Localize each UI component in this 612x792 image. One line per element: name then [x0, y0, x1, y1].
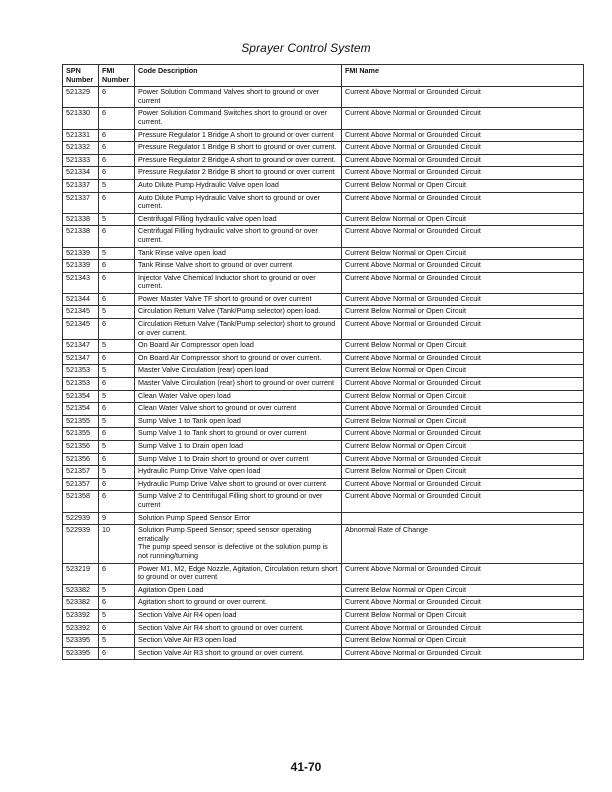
code-description-cell: Tank Rinse valve open load [135, 247, 342, 260]
fmi-name-cell: Current Above Normal or Grounded Circuit [342, 428, 584, 441]
fmi-number-cell: 6 [99, 154, 135, 167]
code-description-cell: Section Valve Air R3 open load [135, 635, 342, 648]
fmi-number-cell: 6 [99, 142, 135, 155]
spn-number-cell: 523395 [63, 635, 99, 648]
fmi-number-cell: 6 [99, 378, 135, 391]
spn-number-cell: 521356 [63, 453, 99, 466]
fmi-name-cell: Current Below Normal or Open Circuit [342, 635, 584, 648]
table-row [63, 226, 584, 247]
fmi-name-cell: Current Below Normal or Open Circuit [342, 306, 584, 319]
table-row [63, 247, 584, 260]
fmi-number-cell: 6 [99, 226, 135, 247]
spn-number-cell: 521347 [63, 340, 99, 353]
fmi-name-cell: Current Below Normal or Open Circuit [342, 441, 584, 454]
table-row [63, 597, 584, 610]
fmi-number-cell: 5 [99, 247, 135, 260]
fmi-number-cell: 6 [99, 293, 135, 306]
code-description-cell: Power Solution Command Switches short to ground or over current. [135, 108, 342, 129]
spn-number-cell: 521338 [63, 226, 99, 247]
table-row [63, 108, 584, 129]
code-description-cell: Power M1, M2, Edge Nozzle, Agitation, Circulation return short to ground or over current [135, 563, 342, 584]
column-header-code-description: Code Description [135, 65, 342, 87]
spn-number-cell: 521357 [63, 478, 99, 491]
fmi-name-cell: Abnormal Rate of Change [342, 525, 584, 563]
fmi-name-cell: Current Above Normal or Grounded Circuit [342, 260, 584, 273]
fmi-number-cell: 6 [99, 597, 135, 610]
spn-number-cell: 521343 [63, 272, 99, 293]
table-row [63, 272, 584, 293]
code-description-cell: Power Solution Command Valves short to ground or over current [135, 87, 342, 108]
fmi-number-cell: 6 [99, 428, 135, 441]
spn-number-cell: 521329 [63, 87, 99, 108]
page-number: 41-70 [290, 760, 322, 774]
column-header-spn: SPN Number [63, 65, 99, 87]
fmi-number-cell: 6 [99, 167, 135, 180]
fmi-name-cell: Current Above Normal or Grounded Circuit [342, 403, 584, 416]
fmi-number-cell: 6 [99, 319, 135, 340]
spn-number-cell: 521334 [63, 167, 99, 180]
fmi-number-cell: 6 [99, 622, 135, 635]
spn-number-cell: 521353 [63, 378, 99, 391]
fmi-name-cell: Current Above Normal or Grounded Circuit [342, 167, 584, 180]
spn-number-cell: 521355 [63, 415, 99, 428]
code-description-cell: Section Valve Air R4 open load [135, 609, 342, 622]
code-description-cell: Auto Dilute Pump Hydraulic Valve open load [135, 179, 342, 192]
code-description-cell: Section Valve Air R3 short to ground or over current. [135, 647, 342, 660]
fmi-number-cell: 5 [99, 635, 135, 648]
table-row [63, 340, 584, 353]
table-row [63, 319, 584, 340]
fmi-name-cell: Current Below Normal or Open Circuit [342, 415, 584, 428]
code-description-cell: Sump Valve 1 to Drain open load [135, 441, 342, 454]
fmi-name-cell: Current Above Normal or Grounded Circuit [342, 129, 584, 142]
spn-number-cell: 522939 [63, 525, 99, 563]
code-description-cell: Sump Valve 1 to Tank short to ground or over current [135, 428, 342, 441]
table-row [63, 563, 584, 584]
table-row [63, 306, 584, 319]
fmi-name-cell: Current Above Normal or Grounded Circuit [342, 293, 584, 306]
fmi-name-cell: Current Above Normal or Grounded Circuit [342, 319, 584, 340]
fmi-name-cell: Current Above Normal or Grounded Circuit [342, 453, 584, 466]
fmi-number-cell: 10 [99, 525, 135, 563]
table-row [63, 635, 584, 648]
table-row [63, 647, 584, 660]
spn-number-cell: 521354 [63, 390, 99, 403]
code-description-cell: Centrifugal Filling hydraulic valve short to ground or over current. [135, 226, 342, 247]
table-row [63, 466, 584, 479]
spn-number-cell: 521356 [63, 441, 99, 454]
fmi-number-cell: 5 [99, 390, 135, 403]
spn-number-cell: 521358 [63, 491, 99, 512]
table-row [63, 293, 584, 306]
code-description-cell: Sump Valve 2 to Centrifugal Filling short to ground or over current [135, 491, 342, 512]
fmi-number-cell: 6 [99, 491, 135, 512]
table-row [63, 453, 584, 466]
fmi-number-cell: 5 [99, 306, 135, 319]
table-row [63, 584, 584, 597]
fmi-number-cell: 5 [99, 213, 135, 226]
table-row [63, 512, 584, 525]
code-description-cell: Centrifugal Filling hydraulic valve open load [135, 213, 342, 226]
table-row [63, 622, 584, 635]
table-header-row [63, 65, 584, 87]
spn-number-cell: 523395 [63, 647, 99, 660]
fmi-number-cell: 5 [99, 441, 135, 454]
spn-number-cell: 523219 [63, 563, 99, 584]
code-description-cell: Circulation Return Valve (Tank/Pump selector) open load. [135, 306, 342, 319]
fmi-name-cell: Current Below Normal or Open Circuit [342, 609, 584, 622]
column-header-fmi-name: FMI Name [342, 65, 584, 87]
spn-number-cell: 521347 [63, 352, 99, 365]
table-row [63, 609, 584, 622]
fmi-name-cell: Current Above Normal or Grounded Circuit [342, 622, 584, 635]
code-description-cell: Auto Dilute Pump Hydraulic Valve short to ground or over current. [135, 192, 342, 213]
fmi-number-cell: 5 [99, 179, 135, 192]
spn-number-cell: 523382 [63, 584, 99, 597]
fmi-name-cell: Current Above Normal or Grounded Circuit [342, 378, 584, 391]
page-header: Sprayer Control System [241, 41, 371, 55]
table-row [63, 525, 584, 563]
fmi-number-cell: 6 [99, 272, 135, 293]
fmi-number-cell: 5 [99, 609, 135, 622]
fmi-number-cell: 6 [99, 108, 135, 129]
spn-number-cell: 521337 [63, 192, 99, 213]
fmi-number-cell: 6 [99, 129, 135, 142]
code-description-cell: Tank Rinse Valve short to ground or over current [135, 260, 342, 273]
table-row [63, 142, 584, 155]
fmi-number-cell: 6 [99, 647, 135, 660]
spn-number-cell: 522939 [63, 512, 99, 525]
spn-number-cell: 521338 [63, 213, 99, 226]
table-row [63, 403, 584, 416]
fmi-name-cell: Current Above Normal or Grounded Circuit [342, 154, 584, 167]
table-row [63, 87, 584, 108]
fmi-number-cell: 6 [99, 87, 135, 108]
spn-number-cell: 521330 [63, 108, 99, 129]
code-description-cell: On Board Air Compressor short to ground or over current. [135, 352, 342, 365]
table-row [63, 378, 584, 391]
code-description-cell: Agitation short to ground or over current. [135, 597, 342, 610]
fmi-number-cell: 6 [99, 260, 135, 273]
code-description-cell: Agitation Open Load [135, 584, 342, 597]
code-description-cell: Sump Valve 1 to Drain short to ground or over current [135, 453, 342, 466]
spn-number-cell: 521332 [63, 142, 99, 155]
code-description-cell: Hydraulic Pump Drive Valve open load [135, 466, 342, 479]
code-description-cell: Pressure Regulator 2 Bridge A short to ground or over current. [135, 154, 342, 167]
code-description-cell: Clean Water Valve open load [135, 390, 342, 403]
table-row [63, 129, 584, 142]
table-row [63, 415, 584, 428]
fmi-name-cell [342, 512, 584, 525]
fmi-number-cell: 5 [99, 415, 135, 428]
fmi-number-cell: 5 [99, 584, 135, 597]
spn-number-cell: 521339 [63, 260, 99, 273]
fmi-name-cell: Current Above Normal or Grounded Circuit [342, 478, 584, 491]
code-description-cell: Master Valve Circulation (rear) open load [135, 365, 342, 378]
spn-number-cell: 521339 [63, 247, 99, 260]
fmi-name-cell: Current Above Normal or Grounded Circuit [342, 192, 584, 213]
table-row [63, 192, 584, 213]
fmi-name-cell: Current Below Normal or Open Circuit [342, 466, 584, 479]
spn-number-cell: 521345 [63, 319, 99, 340]
code-description-cell: Pressure Regulator 2 Bridge B short to ground or over current [135, 167, 342, 180]
fmi-name-cell: Current Above Normal or Grounded Circuit [342, 491, 584, 512]
fmi-name-cell: Current Above Normal or Grounded Circuit [342, 142, 584, 155]
code-description-cell: On Board Air Compressor open load [135, 340, 342, 353]
table-row [63, 390, 584, 403]
fmi-name-cell: Current Above Normal or Grounded Circuit [342, 226, 584, 247]
code-description-cell: Pressure Regulator 1 Bridge A short to ground or over current [135, 129, 342, 142]
code-description-cell: Hydraulic Pump Drive Valve short to ground or over current [135, 478, 342, 491]
spn-number-cell: 521357 [63, 466, 99, 479]
spn-number-cell: 521355 [63, 428, 99, 441]
fmi-number-cell: 6 [99, 563, 135, 584]
table-row [63, 478, 584, 491]
diagnostic-code-table [62, 64, 584, 660]
spn-number-cell: 523382 [63, 597, 99, 610]
fmi-number-cell: 5 [99, 340, 135, 353]
fmi-number-cell: 5 [99, 365, 135, 378]
table-row [63, 365, 584, 378]
column-header-fmi: FMI Number [99, 65, 135, 87]
code-description-cell: Power Master Valve TF short to ground or over current [135, 293, 342, 306]
fmi-name-cell: Current Below Normal or Open Circuit [342, 247, 584, 260]
fmi-name-cell: Current Below Normal or Open Circuit [342, 390, 584, 403]
spn-number-cell: 523392 [63, 622, 99, 635]
code-description-cell: Solution Pump Speed Sensor Error [135, 512, 342, 525]
code-description-cell: Solution Pump Speed Sensor; speed sensor operating erratically The pump speed sensor is defective or the solution pump is not running/turning [135, 525, 342, 563]
fmi-number-cell: 6 [99, 478, 135, 491]
fmi-name-cell: Current Below Normal or Open Circuit [342, 584, 584, 597]
code-description-cell: Master Valve Circulation (rear) short to ground or over current [135, 378, 342, 391]
table-row [63, 167, 584, 180]
code-description-cell: Sump Valve 1 to Tank open load [135, 415, 342, 428]
fmi-name-cell: Current Below Normal or Open Circuit [342, 213, 584, 226]
spn-number-cell: 521345 [63, 306, 99, 319]
code-description-cell: Clean Water Valve short to ground or over current [135, 403, 342, 416]
spn-number-cell: 521353 [63, 365, 99, 378]
spn-number-cell: 521331 [63, 129, 99, 142]
fmi-number-cell: 6 [99, 453, 135, 466]
fmi-number-cell: 9 [99, 512, 135, 525]
fmi-name-cell: Current Above Normal or Grounded Circuit [342, 108, 584, 129]
fmi-number-cell: 6 [99, 352, 135, 365]
code-description-cell: Section Valve Air R4 short to ground or over current. [135, 622, 342, 635]
fmi-name-cell: Current Below Normal or Open Circuit [342, 340, 584, 353]
table-row [63, 260, 584, 273]
table-row [63, 352, 584, 365]
spn-number-cell: 521333 [63, 154, 99, 167]
table-row [63, 491, 584, 512]
spn-number-cell: 523392 [63, 609, 99, 622]
table-row [63, 154, 584, 167]
fmi-name-cell: Current Above Normal or Grounded Circuit [342, 647, 584, 660]
fmi-number-cell: 6 [99, 192, 135, 213]
table-row [63, 213, 584, 226]
spn-number-cell: 521354 [63, 403, 99, 416]
fmi-name-cell: Current Below Normal or Open Circuit [342, 365, 584, 378]
table-row [63, 441, 584, 454]
fmi-number-cell: 5 [99, 466, 135, 479]
fmi-name-cell: Current Above Normal or Grounded Circuit [342, 597, 584, 610]
fmi-number-cell: 6 [99, 403, 135, 416]
fmi-name-cell: Current Above Normal or Grounded Circuit [342, 272, 584, 293]
fmi-name-cell: Current Above Normal or Grounded Circuit [342, 563, 584, 584]
table-row [63, 428, 584, 441]
code-description-cell: Pressure Regulator 1 Bridge B short to ground or over current. [135, 142, 342, 155]
fmi-name-cell: Current Above Normal or Grounded Circuit [342, 352, 584, 365]
fmi-name-cell: Current Below Normal or Open Circuit [342, 179, 584, 192]
table-row [63, 179, 584, 192]
code-description-cell: Circulation Return Valve (Tank/Pump selector) short to ground or over current. [135, 319, 342, 340]
code-description-cell: Injector Valve Chemical Inductor short to ground or over current. [135, 272, 342, 293]
spn-number-cell: 521337 [63, 179, 99, 192]
table-body [63, 87, 584, 660]
spn-number-cell: 521344 [63, 293, 99, 306]
fmi-name-cell: Current Above Normal or Grounded Circuit [342, 87, 584, 108]
